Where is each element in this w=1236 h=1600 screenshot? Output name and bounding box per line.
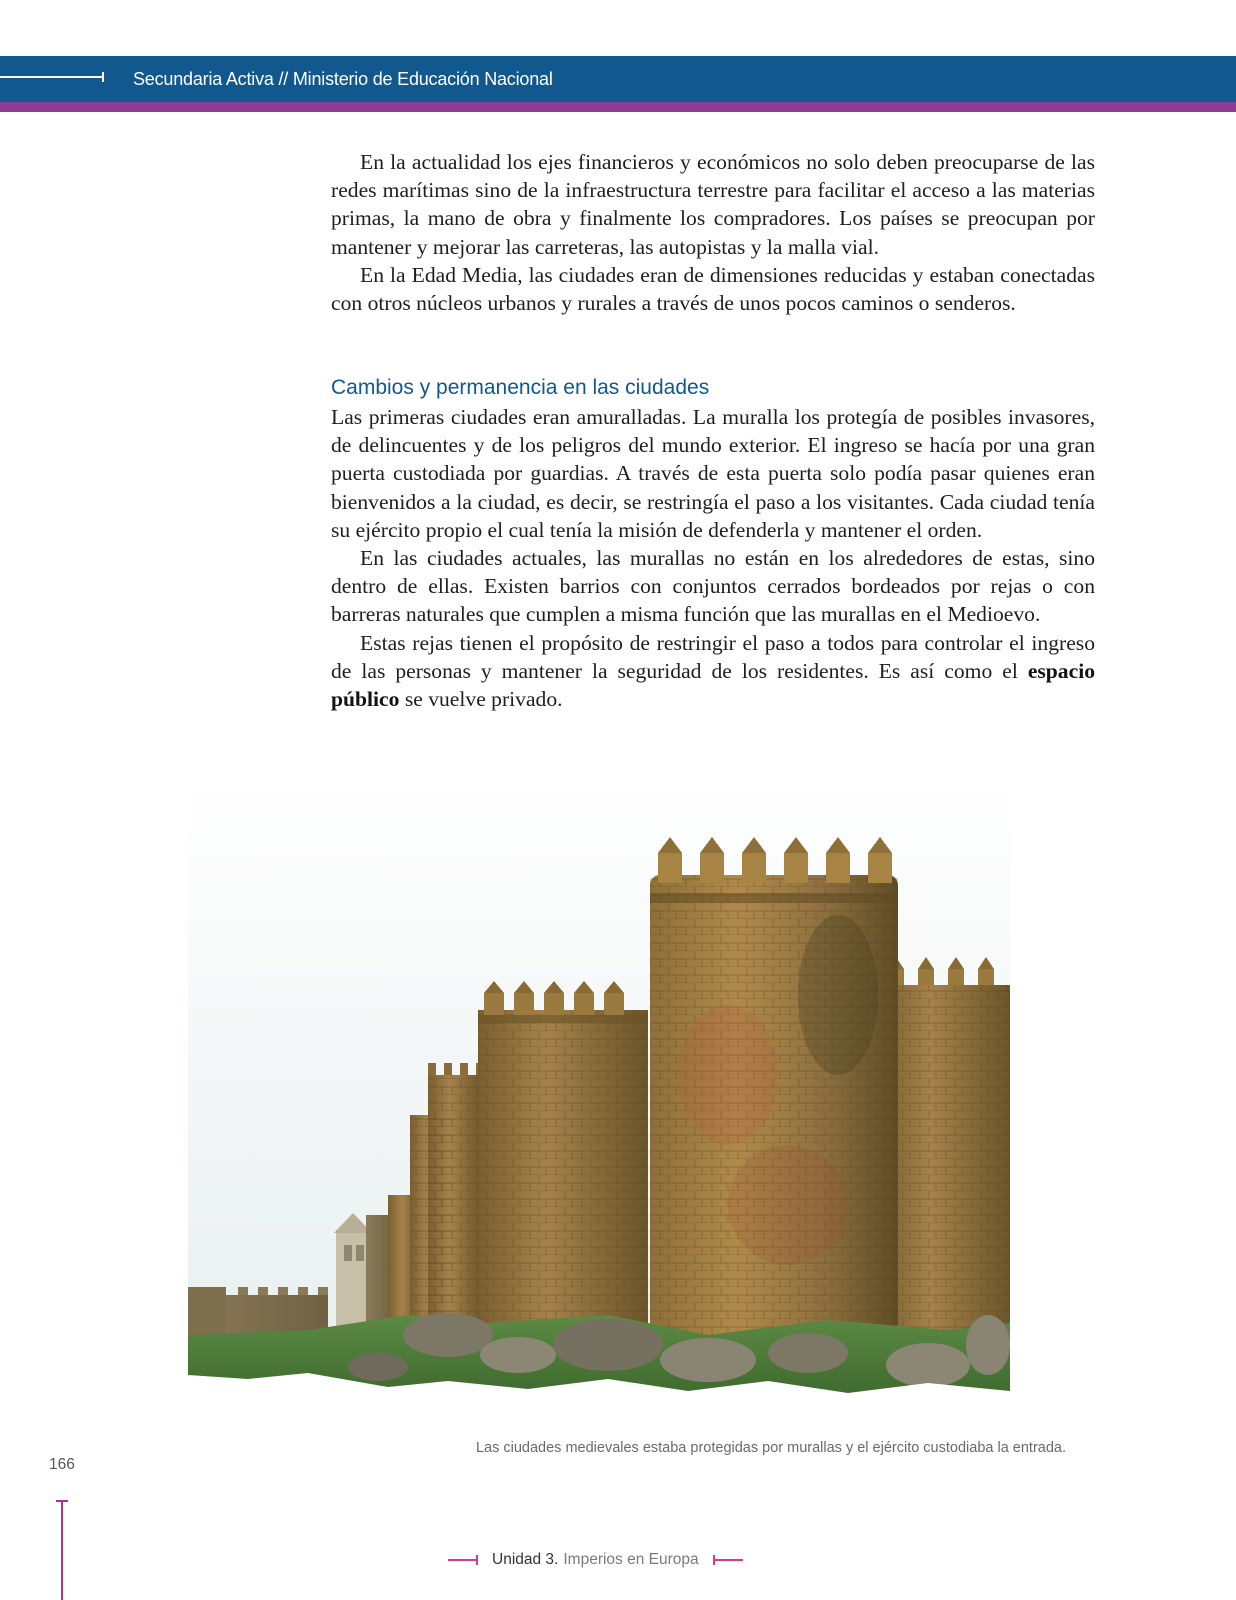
- paragraph-tail: se vuelve privado.: [404, 687, 563, 712]
- paragraph-lead: Estas rejas tienen el propósito de restringir el paso a todos para controlar el ingreso de las personas y mantener la seguridad de los residentes. Es así como el: [331, 630, 1095, 683]
- header-stripe: [0, 102, 1236, 112]
- footer-unit: Unidad 3.: [492, 1551, 559, 1568]
- header-rule-tick: [102, 72, 104, 82]
- figure-caption: Las ciudades medievales estaba protegidas por murallas y el ejército custodiaba la entrada.: [475, 1440, 1066, 1456]
- big-tower: [650, 837, 898, 1355]
- bold-term: espacio público: [331, 658, 1095, 712]
- footer-deco-right: [713, 1554, 743, 1566]
- paragraph: En la actualidad los ejes financieros y económicos no solo deben preocuparse de las redes marítimas sino de la infraestructura terrestre para facilitar el acceso a las materias primas, la mano de obra y finalmente los compradores. Los países se preocupan por mantener y mejorar las carreteras, las autopistas y la malla vial.: [331, 150, 1095, 259]
- header-title: Secundaria Activa // Ministerio de Educación Nacional: [133, 69, 553, 89]
- page-number: 166: [49, 1456, 75, 1473]
- paragraph: En la Edad Media, las ciudades eran de dimensiones reducidas y estaban conectadas con otros núcleos urbanos y rurales a través de unos pocos caminos o senderos.: [331, 262, 1095, 316]
- middle-tower: [478, 981, 648, 1340]
- margin-line: [61, 1500, 63, 1600]
- paragraph: [331, 629, 1095, 714]
- section-heading: Cambios y permanencia en las ciudades: [331, 376, 710, 399]
- paragraph: En las ciudades actuales, las murallas no están en los alrededores de estas, sino dentro de ellas. Existen barrios con conjuntos cerrados bordeados por rejas o con barreras naturales que cumplen a misma función que las murallas en el Medioevo.: [331, 546, 1095, 627]
- intro-text: [331, 148, 1095, 317]
- footer-unit-title: Imperios en Europa: [563, 1551, 699, 1568]
- paragraph: Las primeras ciudades eran amuralladas. La muralla los protegía de posibles invasores, de delincuentes y de los peligros del mundo exterior. El ingreso se hacía por una gran puerta custodiada por guardias. A través de esta puerta solo podía pasar quienes eran bienvenidos a la ciudad, es decir, se restringía el paso a los visitantes. Cada ciudad tenía su ejército propio el cual tenía la misión de defenderla y mantener el orden.: [331, 405, 1095, 542]
- city-walls-illustration: [188, 775, 1038, 1430]
- header-rule: [0, 76, 104, 78]
- city-walls-photo: [188, 775, 1038, 1430]
- section-text: [331, 403, 1095, 713]
- footer: [448, 1549, 743, 1571]
- footer-deco-left: [448, 1554, 478, 1566]
